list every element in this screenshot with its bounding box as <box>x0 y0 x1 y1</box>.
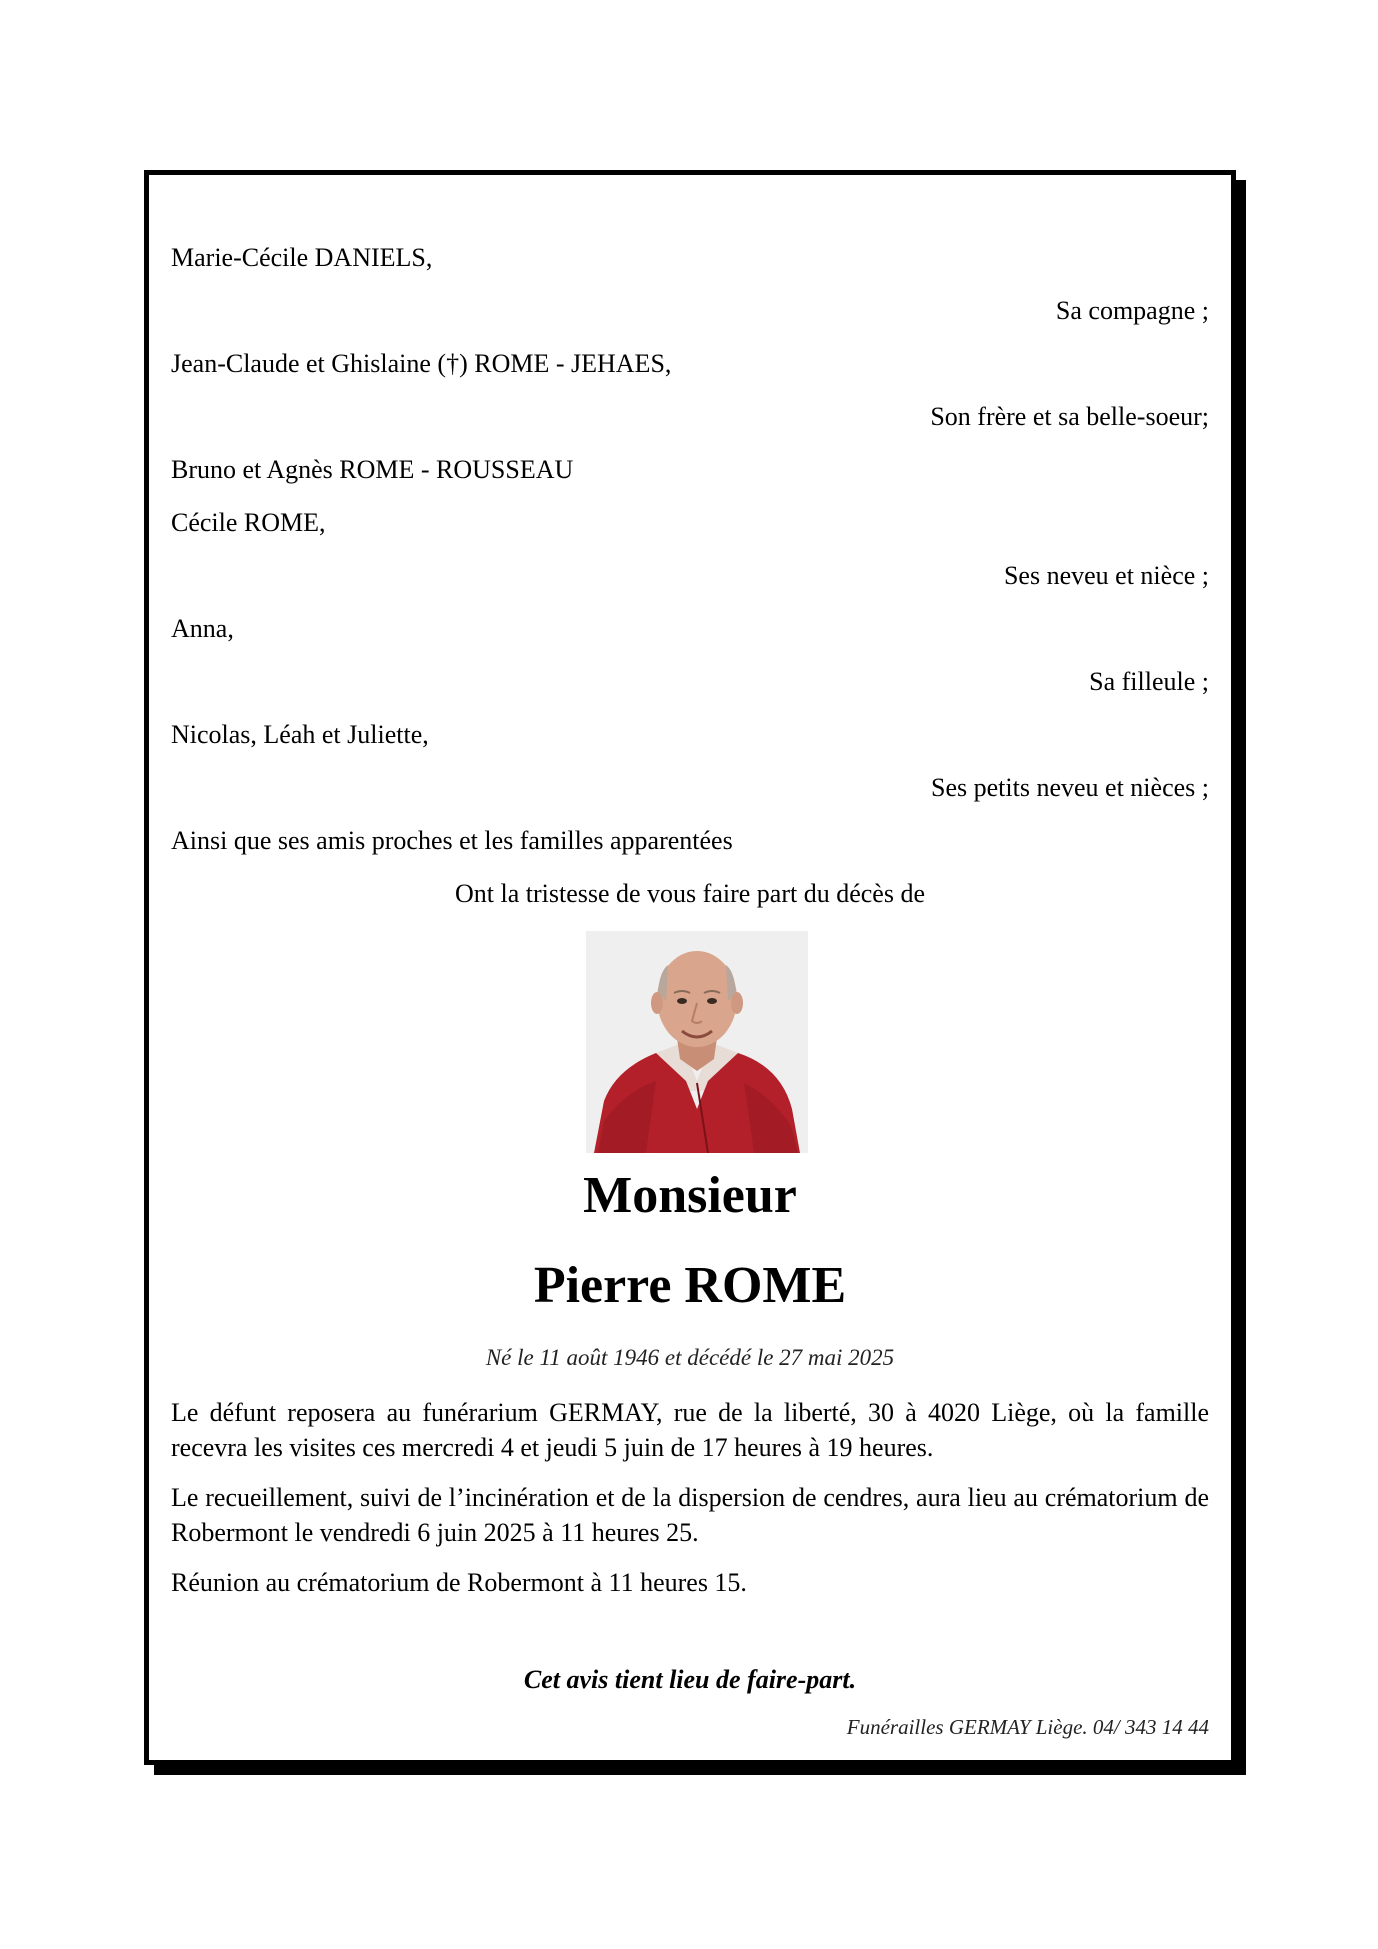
family-line-7: Anna, <box>171 614 234 643</box>
funeral-home-footer: Funérailles GERMAY Liège. 04/ 343 14 44 <box>846 1715 1209 1739</box>
family-line-4: Bruno et Agnès ROME - ROUSSEAU <box>171 455 574 484</box>
family-line-6: Ses neveu et nièce ; <box>1003 561 1209 590</box>
family-line-8: Sa filleule ; <box>1089 667 1209 696</box>
family-line-3: Son frère et sa belle-soeur; <box>930 402 1209 431</box>
notice-statement: Cet avis tient lieu de faire-part. <box>523 1665 857 1694</box>
death-notice-frame <box>144 170 1236 1765</box>
notice-content <box>171 175 1209 1760</box>
family-line-9: Nicolas, Léah et Juliette, <box>171 720 429 749</box>
family-line-12: Ont la tristesse de vous faire part du décès de <box>454 879 925 908</box>
family-line-5: Cécile ROME, <box>171 508 326 537</box>
family-line-0: Marie-Cécile DANIELS, <box>171 243 433 272</box>
family-line-11: Ainsi que ses amis proches et les familles apparentées <box>171 826 733 855</box>
family-line-2: Jean-Claude et Ghislaine (†) ROME - JEHAES, <box>171 349 672 378</box>
deceased-name: Pierre ROME <box>533 1257 847 1314</box>
deceased-dates: Né le 11 août 1946 et décédé le 27 mai 2025 <box>485 1345 895 1370</box>
family-line-10: Ses petits neveu et nièces ; <box>931 773 1209 802</box>
deceased-honorific: Monsieur <box>583 1167 797 1224</box>
family-line-1: Sa compagne ; <box>1055 296 1209 325</box>
visitation-paragraph: Le défunt reposera au funérarium GERMAY, rue de la liberté, 30 à 4020 Liège, où la famille recevra les visites ces mercredi 4 et jeudi 5 juin de 17 heures à 19 heures. <box>171 1398 1209 1462</box>
ceremony-paragraph: Le recueillement, suivi de l’incinération et de la dispersion de cendres, aura lieu au crématorium de Robermont le vendredi 6 juin 2025 à 11 heures 25. <box>171 1483 1209 1547</box>
meeting-paragraph: Réunion au crématorium de Robermont à 11 heures 15. <box>171 1568 747 1597</box>
portrait-photo <box>586 931 808 1153</box>
